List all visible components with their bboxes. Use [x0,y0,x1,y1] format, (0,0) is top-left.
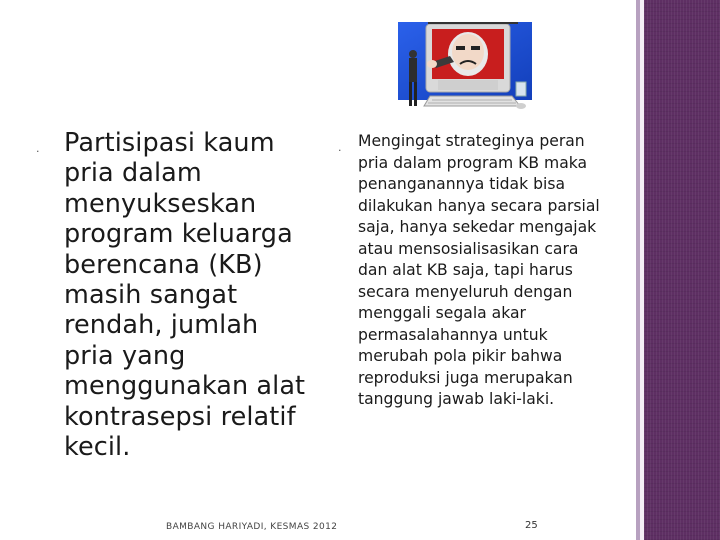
page-number: 25 [525,520,538,531]
footer-author: BAMBANG HARIYADI, KESMAS 2012 [166,522,338,532]
decorative-side-band [644,0,720,540]
computer-clipart-icon [398,22,532,112]
left-bullet-icon: · [36,145,40,158]
right-bullet-text: Mengingat strateginya peran pria dalam program KB maka penanganannya tidak bisa dilakukan hanya secara parsial saja, hanya sekedar mengajak atau mensosialisasikan cara dan alat KB saja, tapi harus secara menyeluruh dengan menggali segala akar permasalahannya untuk merubah pola pikir bahwa reproduksi juga merupakan tanggung jawab laki-laki. [358,132,600,408]
right-bullet-icon: · [338,144,342,157]
left-bullet-text: Partisipasi kaum pria dalam menyukseskan program keluarga berencana (KB) masih sangat rendah, jumlah pria yang menggunakan alat kontrasepsi relatif kecil. [64,128,306,463]
